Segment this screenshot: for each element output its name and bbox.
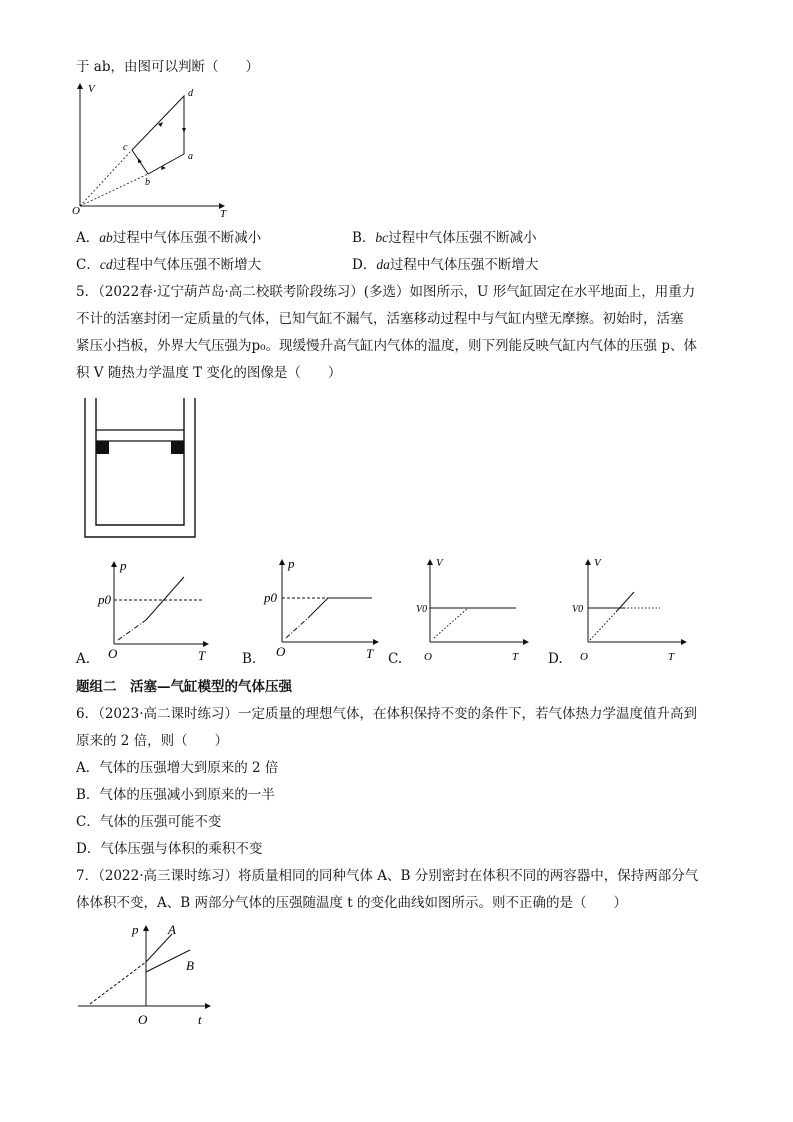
section-heading: 题组二 活塞—气缸模型的气体压强 [76,679,292,695]
q7-origin: O [138,1012,148,1027]
q7-line-1: 7．（2022·高三课时练习）将质量相同的同种气体 A、B 分别密封在体积不同的两容器中，保持两部分气 [76,868,699,884]
q5-graph-c [410,556,560,663]
q5-graph-c-letter: C. [388,651,403,667]
q7-label-b: B [186,958,194,973]
q6-option-a: A．气体的压强增大到原来的 2 倍 [76,760,279,776]
right-stop-block [171,441,184,454]
q4-stem: 于 ab，由图可以判断（ ） [76,59,259,75]
q4-axis-t: T [220,208,227,220]
q5-graph-a-letter: A. [76,651,91,667]
svg-text:O: O [424,651,432,663]
q5-line-4: 积 V 随热力学温度 T 变化的图像是（ ） [76,365,342,381]
svg-text:V: V [436,557,443,569]
q5-line-2: 不计的活塞封闭一定质量的气体，已知气缸不漏气，活塞移动过程中与气缸内壁无摩擦。初始时，活塞 [76,311,684,327]
q7-pt-diagram [78,920,218,1030]
q5-line-3: 紧压小挡板，外界大气压强为p₀。现缓慢升高气缸内气体的温度，则下列能反映气缸内气体的压强 p、体 [76,338,697,354]
svg-text:V: V [594,557,601,569]
svg-text:T: T [198,648,206,663]
q4-option-c: C．cd过程中气体压强不断增大 [76,257,262,273]
q6-option-b: B．气体的压强减小到原来的一半 [76,787,275,803]
q4-point-c: c [123,142,128,153]
svg-text:T: T [366,646,374,661]
q4-option-a: A．ab过程中气体压强不断减小 [76,230,262,246]
q5-graph-a [90,558,240,663]
q5-graph-b [260,556,410,661]
svg-text:T: T [512,651,519,663]
q7-label-a: A [168,922,176,937]
svg-text:p: p [120,558,127,573]
svg-text:p: p [288,556,295,571]
q6-option-d: D．气体压强与体积的乘积不变 [76,841,263,857]
q4-origin: O [72,205,80,217]
q4-point-b: b [145,177,150,188]
q6-line-2: 原来的 2 倍，则（ ） [76,733,229,749]
q4-point-d: d [188,88,193,99]
svg-text:V0: V0 [572,604,584,615]
q4-point-a: a [188,151,193,162]
q5-graph-d-letter: D. [548,651,563,667]
svg-text:O: O [580,651,588,663]
q5-graph-d [568,556,718,663]
q4-vt-diagram [72,82,232,222]
svg-text:O: O [108,646,118,661]
left-stop-block [96,441,109,454]
svg-text:p0: p0 [264,590,277,605]
q5-line-1: 5．（2022春·辽宁葫芦岛·高二校联考阶段练习）(多选）如图所示，U 形气缸固定在水平地面上，用重力 [76,284,696,300]
svg-text:O: O [276,644,286,659]
q6-option-c: C．气体的压强可能不变 [76,814,222,830]
q5-graph-b-letter: B. [242,651,257,667]
q7-line-2: 体体积不变，A、B 两部分气体的压强随温度 t 的变化曲线如图所示。则不正确的是（ ） [76,895,627,911]
q4-option-d: D．da过程中气体压强不断增大 [352,257,539,273]
q7-axis-t: t [198,1012,202,1027]
q6-line-1: 6．（2023·高二课时练习）一定质量的理想气体，在体积保持不变的条件下，若气体热力学温度值升高到 [76,706,697,722]
q4-axis-v: V [88,83,95,95]
svg-text:T: T [668,651,675,663]
svg-text:p0: p0 [98,592,111,607]
q4-option-b: B．bc过程中气体压强不断减小 [352,230,537,246]
svg-text:V0: V0 [416,604,428,615]
q7-axis-p: p [132,922,139,937]
q5-cylinder-figure [84,398,196,540]
